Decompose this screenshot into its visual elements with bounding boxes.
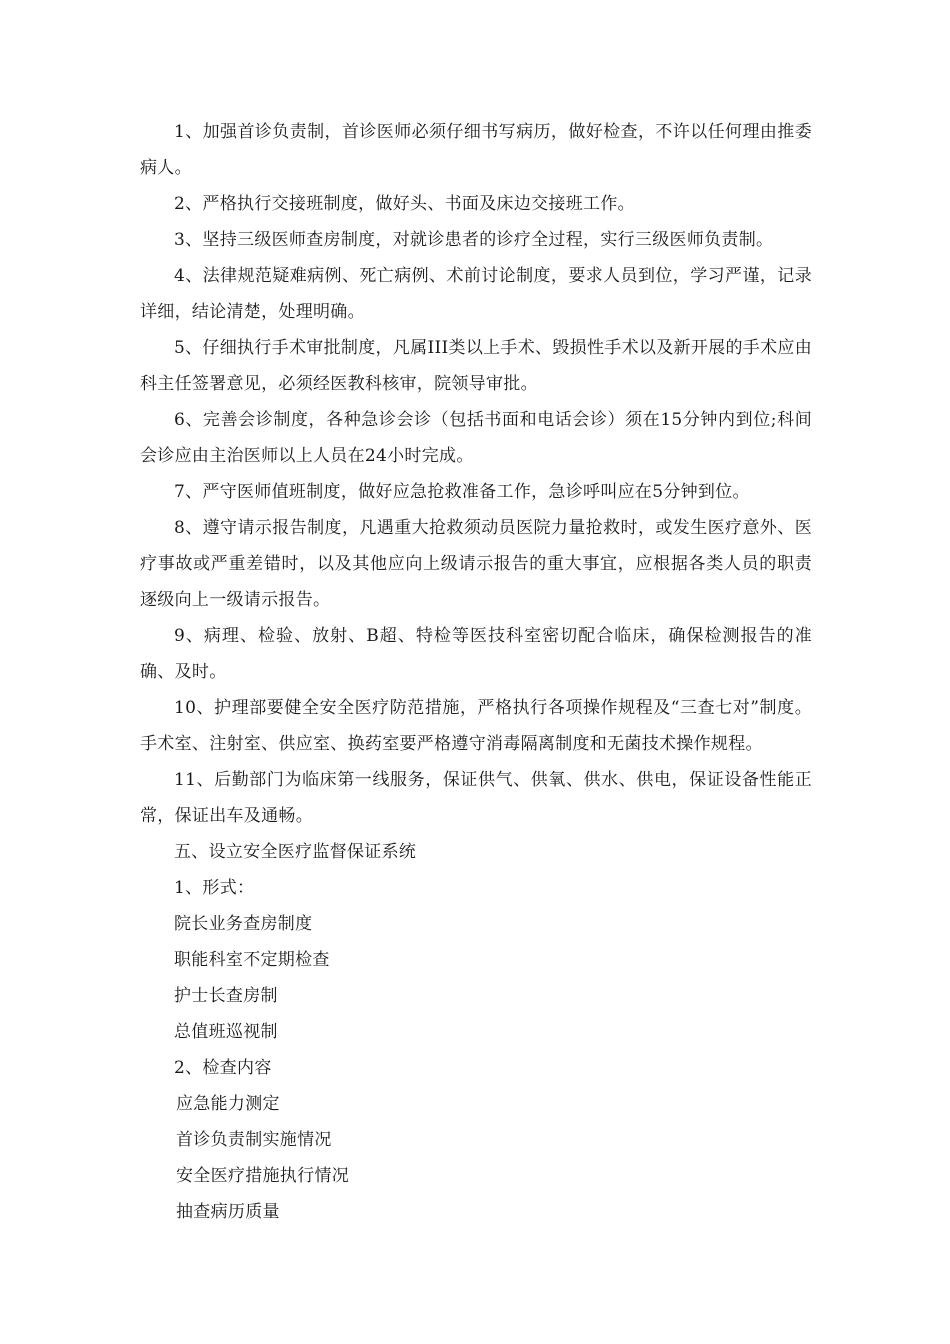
paragraph-6: 6、完善会诊制度，各种急诊会诊（包括书面和电话会诊）须在15分钟内到位;科间会诊应由主治医师以上人员在24小时完成。 [140, 410, 812, 466]
paragraph-10: 10、护理部要健全安全医疗防范措施，严格执行各项操作规程及“三查七对”制度。手术室、注射室、供应室、换药室要严格遵守消毒隔离制度和无菌技术操作规程。 [140, 698, 812, 754]
paragraph-3: 3、坚持三级医师查房制度，对就诊患者的诊疗全过程，实行三级医师负责制。 [174, 230, 774, 250]
check-item: 安全医疗措施执行情况 [176, 1166, 349, 1186]
paragraph-9: 9、病理、检验、放射、B超、特检等医技科室密切配合临床，确保检测报告的准确、及时。 [140, 626, 812, 682]
form-item: 职能科室不定期检查 [174, 950, 330, 970]
paragraph-4: 4、法律规范疑难病例、死亡病例、术前讨论制度，要求人员到位，学习严谨，记录详细，结论清楚，处理明确。 [140, 266, 812, 322]
section-heading: 五、设立安全医疗监督保证系统 [174, 842, 417, 862]
check-item: 应急能力测定 [176, 1094, 280, 1114]
check-heading: 2、检查内容 [174, 1058, 272, 1078]
form-item: 护士长查房制 [174, 986, 278, 1006]
form-item: 院长业务查房制度 [174, 914, 313, 934]
paragraph-11: 11、后勤部门为临床第一线服务，保证供气、供氧、供水、供电，保证设备性能正常，保证出车及通畅。 [140, 770, 812, 826]
paragraph-1: 1、加强首诊负责制，首诊医师必须仔细书写病历，做好检查，不许以任何理由推委病人。 [140, 122, 812, 178]
form-item: 总值班巡视制 [174, 1022, 278, 1042]
check-item: 抽查病历质量 [176, 1202, 280, 1222]
paragraph-2: 2、严格执行交接班制度，做好头、书面及床边交接班工作。 [174, 194, 635, 214]
document-body [140, 114, 812, 1230]
paragraph-5: 5、仔细执行手术审批制度，凡属III类以上手术、毁损性手术以及新开展的手术应由科主任签署意见，必须经医教科核审，院领导审批。 [140, 338, 812, 394]
check-item: 首诊负责制实施情况 [176, 1130, 332, 1150]
paragraph-7: 7、严守医师值班制度，做好应急抢救准备工作，急诊呼叫应在5分钟到位。 [174, 482, 750, 502]
paragraph-8: 8、遵守请示报告制度，凡遇重大抢救须动员医院力量抢救时，或发生医疗意外、医疗事故或严重差错时，以及其他应向上级请示报告的重大事宜，应根据各类人员的职责逐级向上一级请示报告。 [140, 518, 812, 610]
form-heading: 1、形式： [174, 878, 255, 898]
